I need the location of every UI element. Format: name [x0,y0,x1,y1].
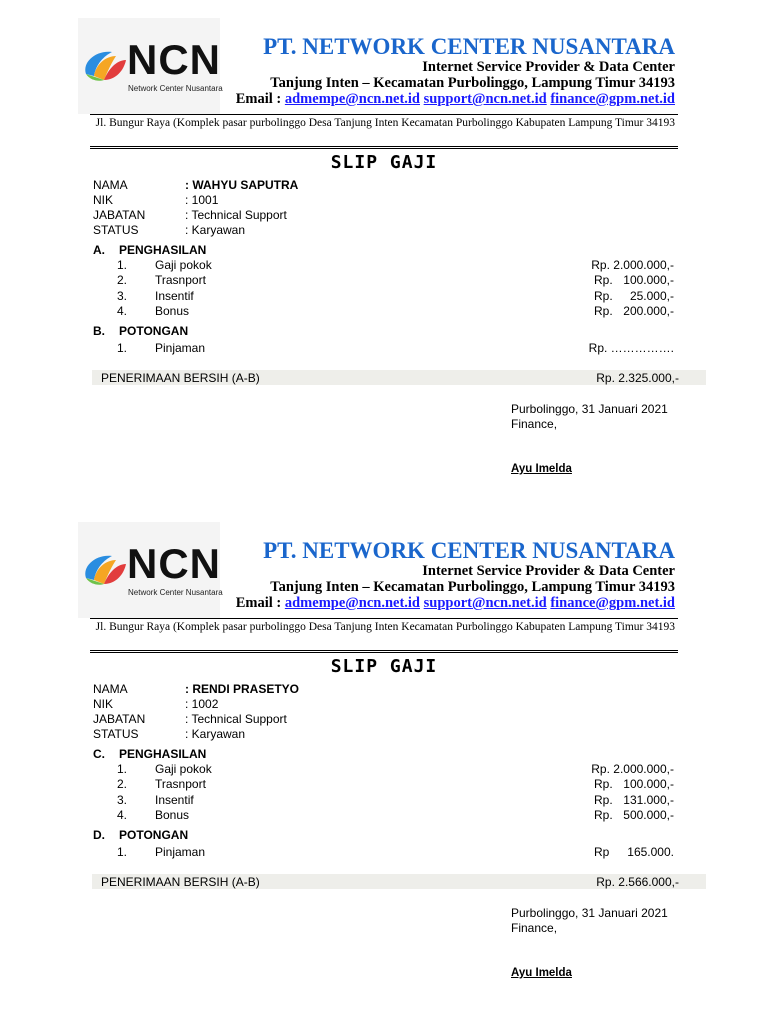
section-letter: C. [93,747,105,761]
row-name: Insentif [155,289,194,303]
row-number: 1. [117,341,128,355]
net-income-value: Rp. 2.325.000,- [596,371,679,385]
logo-subtitle: Network Center Nusantara [128,588,223,597]
row-name: Trasnport [155,273,206,287]
net-income-label: PENERIMAAN BERSIH (A-B) [101,875,260,889]
logo-text: NCN [127,36,221,83]
row-amount: Rp. ……………. [588,341,674,355]
email-line [236,91,675,108]
row-number: 4. [117,304,128,318]
net-income-band [92,370,706,385]
label-status: STATUS [93,727,139,741]
email-label: Email : [235,595,282,611]
row-name: Gaji pokok [155,762,212,776]
signer-role: Finance, [511,921,558,935]
header-divider [90,114,678,115]
email-label: Email : [235,91,282,107]
label-jabatan: JABATAN [93,208,146,222]
label-nik: NIK [93,697,114,711]
company-address: Jl. Bungur Raya (Komplek pasar purbolinggo Desa Tanjung Inten Kecamatan Purbolinggo Kabupaten Lampung Timur 34193 [95,117,675,129]
section-letter: B. [93,324,105,338]
company-logo [82,540,223,606]
row-number: 2. [117,273,128,287]
section-letter: D. [93,828,105,842]
row-currency: Rp [594,845,610,859]
company-location: Tanjung Inten – Kecamatan Purbolinggo, Lampung Timur 34193 [270,579,675,595]
value-nama: : WAHYU SAPUTRA [185,178,299,192]
row-currency: Rp. [594,304,613,318]
company-logo [82,36,223,102]
row-amount: Rp. 2.000.000,- [591,762,674,776]
row-amount: 25.000,- [629,289,674,303]
row-currency: Rp. [594,808,613,822]
company-tagline: Internet Service Provider & Data Center [422,563,675,579]
ncn-swirl-icon [82,548,128,588]
row-name: Bonus [155,304,190,318]
row-number: 1. [117,845,128,859]
salary-slip-2 [0,504,768,1008]
header-double-rule [90,146,678,149]
row-amount: 165.000. [627,845,674,859]
value-jabatan: : Technical Support [185,208,287,222]
value-status: : Karyawan [185,727,246,741]
logo-text: NCN [127,540,221,587]
row-amount: 500.000,- [623,808,674,822]
section-label: POTONGAN [119,828,189,842]
label-nik: NIK [93,193,114,207]
signer-name: Ayu Imelda [511,967,572,979]
section-letter: A. [93,243,105,257]
email-link-finance[interactable]: finance@gpm.net.id [550,91,675,107]
company-location: Tanjung Inten – Kecamatan Purbolinggo, Lampung Timur 34193 [270,75,675,91]
row-name: Insentif [155,793,194,807]
row-number: 3. [117,289,128,303]
email-link-admin[interactable]: admempe@ncn.net.id [284,91,420,107]
value-jabatan: : Technical Support [185,712,287,726]
row-name: Pinjaman [155,341,206,355]
net-income-label: PENERIMAAN BERSIH (A-B) [101,371,260,385]
row-currency: Rp. [594,777,613,791]
row-name: Gaji pokok [155,258,212,272]
slip-title: SLIP GAJI [330,656,438,677]
place-date: Purbolinggo, 31 Januari 2021 [511,906,668,920]
label-status: STATUS [93,223,139,237]
row-name: Trasnport [155,777,206,791]
net-income-value: Rp. 2.566.000,- [596,875,679,889]
value-status: : Karyawan [185,223,246,237]
company-name: PT. NETWORK CENTER NUSANTARA [263,538,675,563]
signer-role: Finance, [511,417,558,431]
company-name: PT. NETWORK CENTER NUSANTARA [263,34,675,59]
company-address: Jl. Bungur Raya (Komplek pasar purbolinggo Desa Tanjung Inten Kecamatan Purbolinggo Kabupaten Lampung Timur 34193 [95,621,675,633]
row-name: Pinjaman [155,845,206,859]
email-line [236,595,675,612]
salary-slip-1 [0,0,768,504]
section-label: POTONGAN [119,324,189,338]
label-nama: NAMA [93,178,128,192]
value-nik: : 1001 [185,193,219,207]
section-label: PENGHASILAN [119,747,207,761]
slip-title: SLIP GAJI [330,152,438,173]
row-currency: Rp. [594,793,613,807]
row-currency: Rp. [594,273,613,287]
email-link-support[interactable]: support@ncn.net.id [423,595,547,611]
header-divider [90,618,678,619]
company-tagline: Internet Service Provider & Data Center [422,59,675,75]
row-number: 1. [117,762,128,776]
value-nik: : 1002 [185,697,219,711]
net-income-band [92,874,706,889]
place-date: Purbolinggo, 31 Januari 2021 [511,402,668,416]
row-number: 4. [117,808,128,822]
row-number: 3. [117,793,128,807]
value-nama: : RENDI PRASETYO [185,682,300,696]
label-nama: NAMA [93,682,128,696]
email-link-admin[interactable]: admempe@ncn.net.id [284,595,420,611]
ncn-swirl-icon [82,44,128,84]
row-amount: 200.000,- [623,304,674,318]
section-label: PENGHASILAN [119,243,207,257]
row-amount: 100.000,- [623,273,674,287]
label-jabatan: JABATAN [93,712,146,726]
row-number: 1. [117,258,128,272]
row-amount: 100.000,- [623,777,674,791]
row-amount: Rp. 2.000.000,- [591,258,674,272]
row-number: 2. [117,777,128,791]
row-currency: Rp. [594,289,613,303]
signer-name: Ayu Imelda [511,463,572,475]
row-name: Bonus [155,808,190,822]
email-link-finance[interactable]: finance@gpm.net.id [550,595,675,611]
row-amount: 131.000,- [623,793,674,807]
logo-subtitle: Network Center Nusantara [128,84,223,93]
header-double-rule [90,650,678,653]
email-link-support[interactable]: support@ncn.net.id [423,91,547,107]
